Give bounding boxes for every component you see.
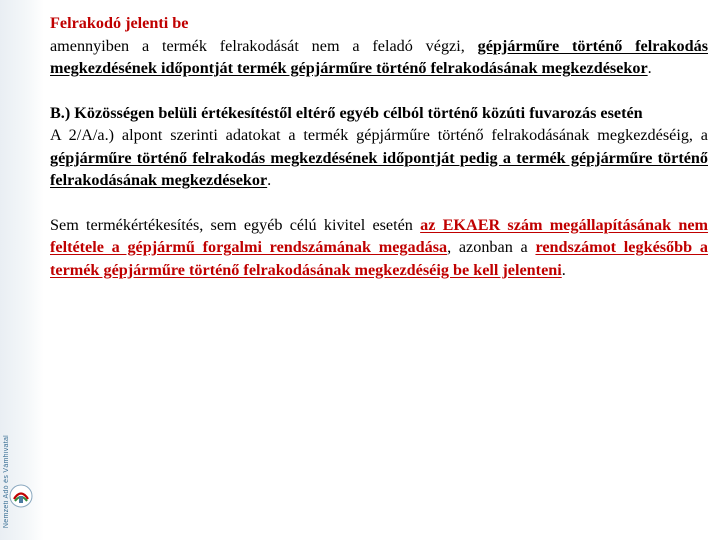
emphasized-text-red: rendszámot legkésőbb a termék gépjárműre történő felrakodásának megkezdéséig be kell jelenteni bbox=[50, 238, 708, 279]
section-felrakodo bbox=[50, 12, 708, 80]
sidebar-strip bbox=[0, 0, 44, 540]
section-b bbox=[50, 102, 708, 192]
section-heading: Felrakodó jelenti be bbox=[50, 14, 189, 32]
organization-name: Nemzeti Adó és Vámhivatal bbox=[3, 435, 10, 529]
emphasized-text: gépjárműre történő felrakodás megkezdésének időpontját termék gépjárműre történő felrakodásának megkezdésekor bbox=[50, 36, 708, 77]
paragraph-end: . bbox=[561, 260, 566, 279]
paragraph-end: . bbox=[647, 59, 652, 77]
section-heading: B.) Közösségen belüli értékesítéstől eltérő egyéb célból történő közúti fuvarozás esetén bbox=[50, 103, 643, 122]
document-body bbox=[50, 12, 708, 281]
paragraph-text: , azonban a bbox=[447, 238, 536, 256]
section-rendszam bbox=[50, 214, 708, 282]
emphasized-text-red: az EKAER szám megállapításának nem feltétele a gépjármű forgalmi rendszámának megadása bbox=[50, 215, 709, 256]
paragraph-text: A 2/A/a.) alpont szerinti adatokat a termék gépjárműre történő felrakodásának megkezdéséig, a bbox=[50, 126, 708, 144]
paragraph-end: . bbox=[267, 171, 272, 189]
nav-logo-icon bbox=[9, 484, 33, 508]
paragraph-text: Sem termékértékesítés, sem egyéb célú kivitel esetén bbox=[50, 215, 421, 234]
paragraph-text: amennyiben a termék felrakodását nem a feladó végzi, bbox=[50, 36, 478, 55]
emphasized-text: gépjárműre történő felrakodás megkezdésének időpontját pedig a termék gépjárműre történő felrakodásának megkezdésekor bbox=[50, 148, 708, 189]
